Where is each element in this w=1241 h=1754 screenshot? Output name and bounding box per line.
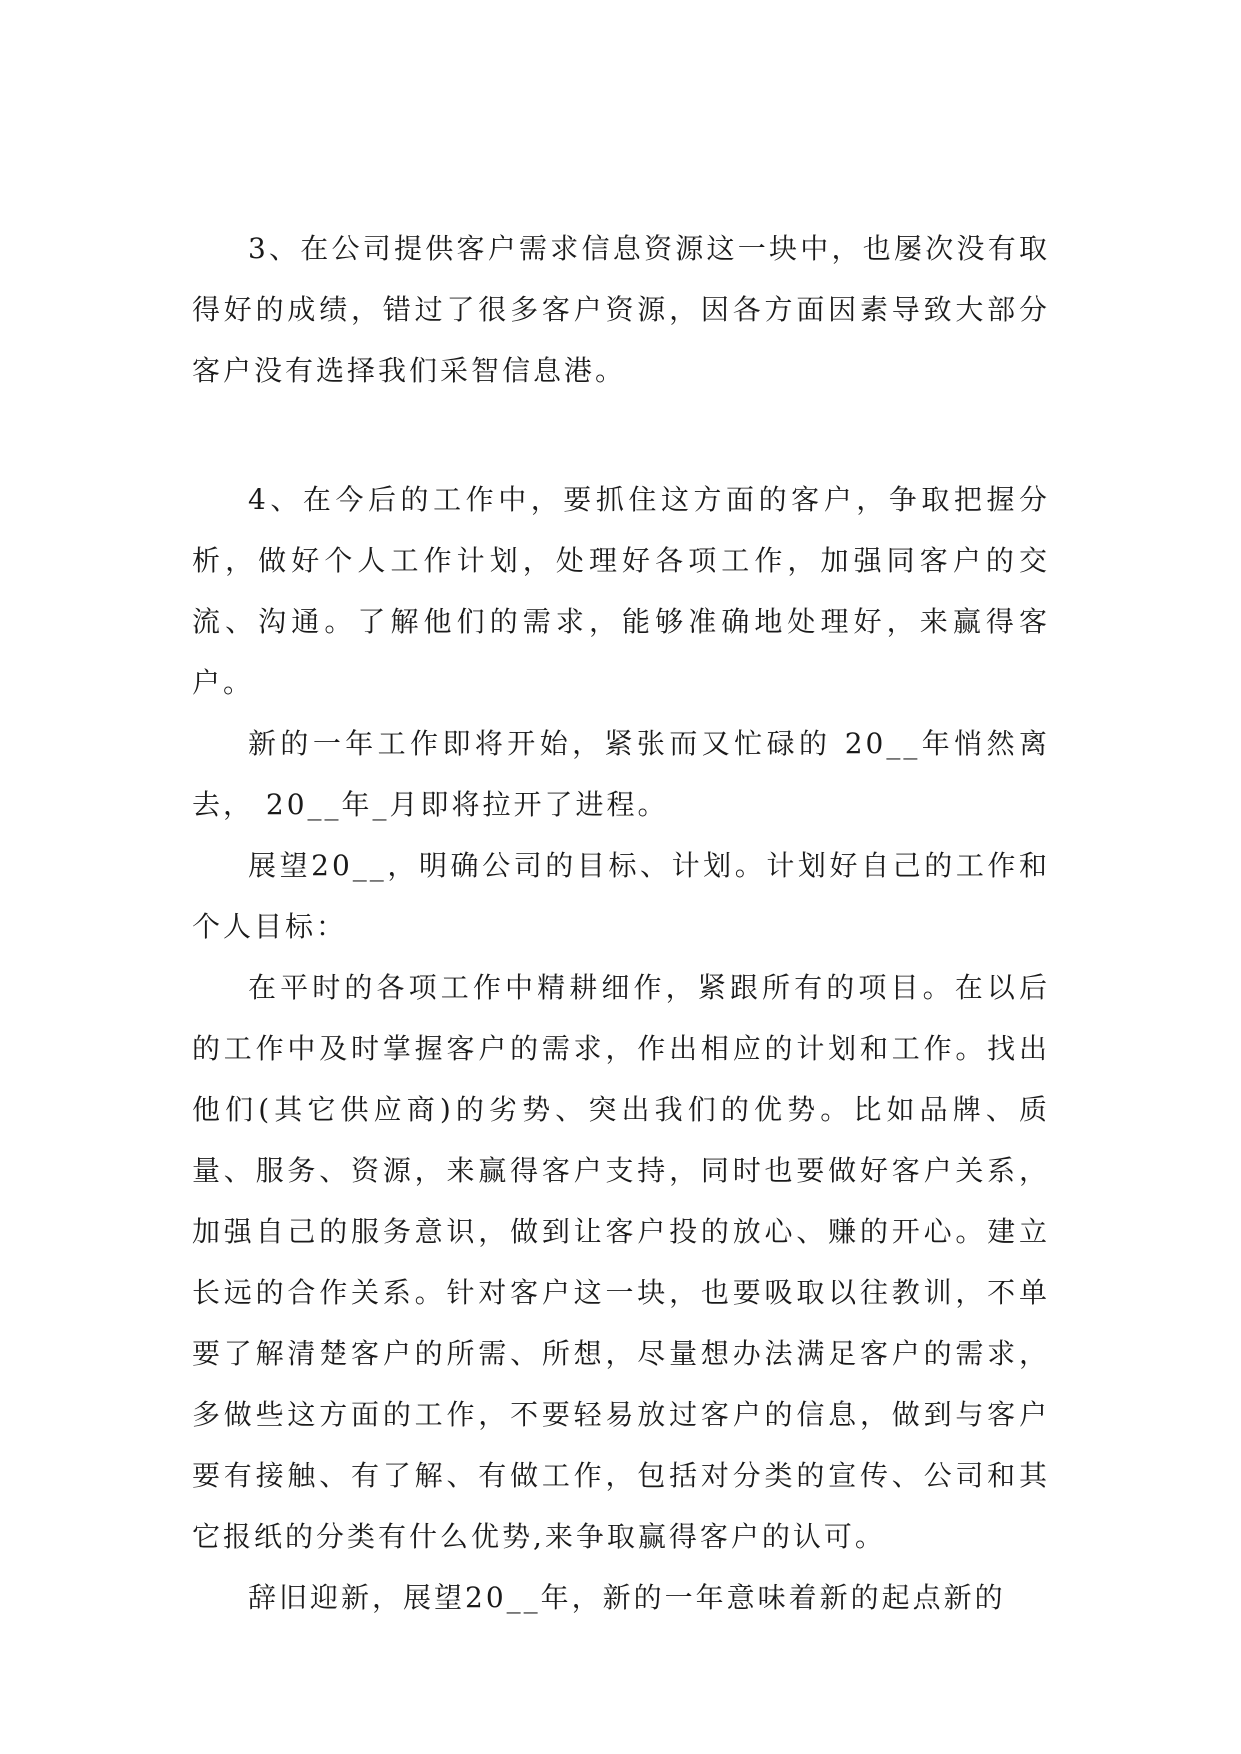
paragraph-new-year: 新的一年工作即将开始，紧张而又忙碌的 20__年悄然离去， 20__年_月即将拉开了进程。 xyxy=(192,727,1050,821)
document-body xyxy=(192,218,1050,1628)
paragraph-item-4: 4、在今后的工作中，要抓住这方面的客户，争取把握分析，做好个人工作计划，处理好各项工作，加强同客户的交流、沟通。了解他们的需求，能够准确地处理好，来赢得客户。 xyxy=(192,483,1050,699)
paragraph-work-plan: 在平时的各项工作中精耕细作，紧跟所有的项目。在以后的工作中及时掌握客户的需求，作出相应的计划和工作。找出他们(其它供应商)的劣势、突出我们的优势。比如品牌、质量、服务、资源，来赢得客户支持，同时也要做好客户关系，加强自己的服务意识，做到让客户投的放心、赚的开心。建立长远的合作关系。针对客户这一块，也要吸取以往教训，不单要了解清楚客户的所需、所想，尽量想办法满足客户的需求，多做些这方面的工作，不要轻易放过客户的信息，做到与客户要有接触、有了解、有做工作，包括对分类的宣传、公司和其它报纸的分类有什么优势,来争取赢得客户的认可。 xyxy=(192,971,1050,1553)
paragraph-closing: 辞旧迎新，展望20__年，新的一年意味着新的起点新的 xyxy=(248,1581,1006,1614)
paragraph-outlook: 展望20__，明确公司的目标、计划。计划好自己的工作和个人目标： xyxy=(192,849,1050,943)
paragraph-item-3: 3、在公司提供客户需求信息资源这一块中，也屡次没有取得好的成绩，错过了很多客户资源，因各方面因素导致大部分客户没有选择我们采智信息港。 xyxy=(192,232,1050,387)
paragraph-gap xyxy=(192,401,1050,469)
